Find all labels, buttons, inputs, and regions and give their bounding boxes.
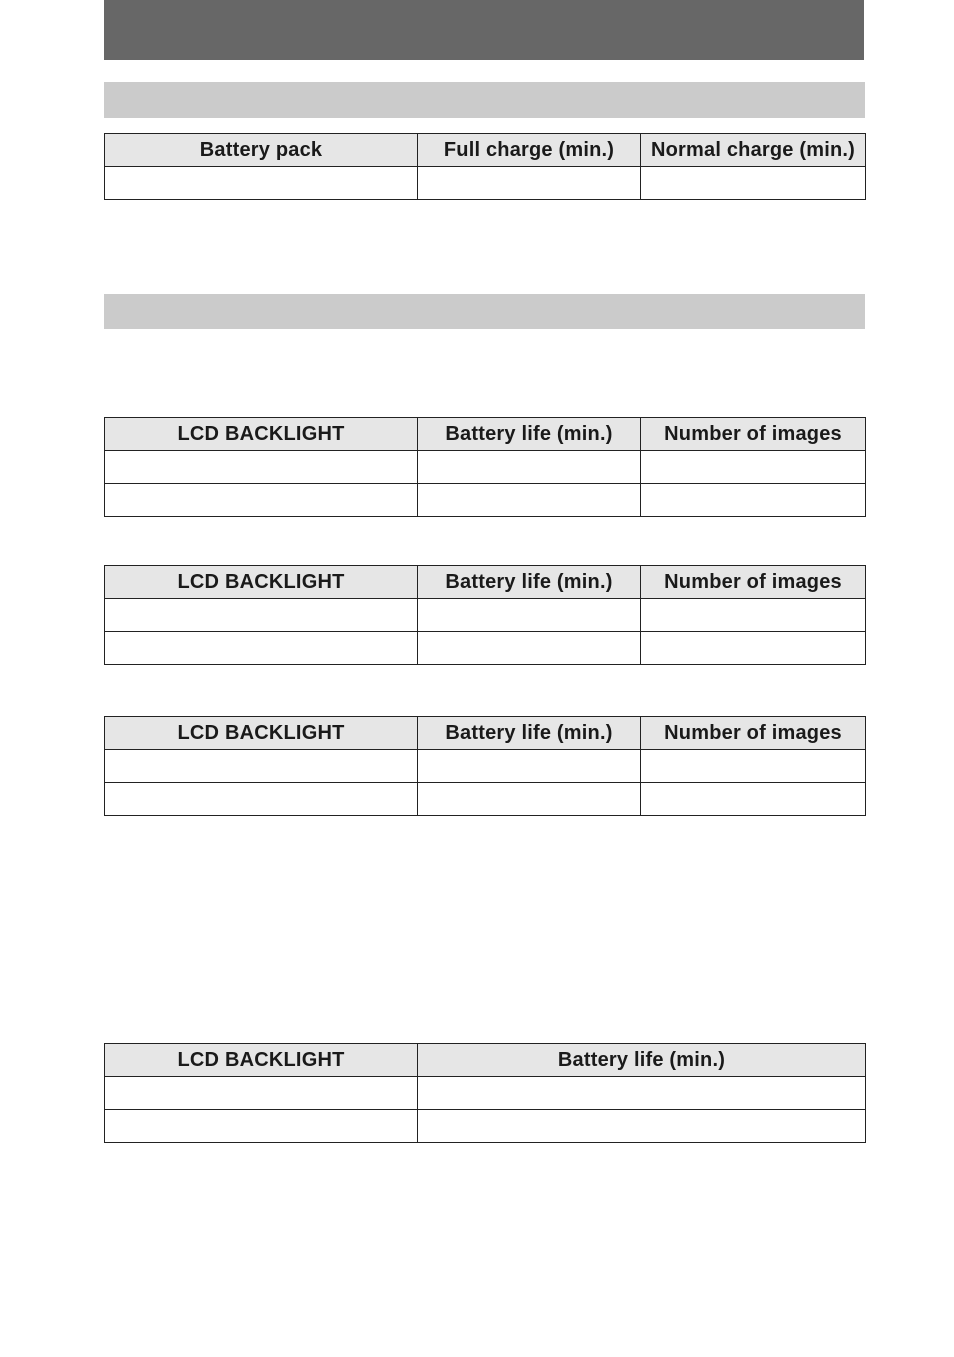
table-cell bbox=[418, 750, 641, 783]
table-cell bbox=[641, 167, 866, 200]
table-cell bbox=[105, 750, 418, 783]
header-number-of-images: Number of images bbox=[641, 566, 866, 599]
table-cell bbox=[418, 1110, 866, 1143]
table-cell bbox=[418, 167, 641, 200]
charging-time-table bbox=[104, 133, 866, 200]
table-row bbox=[105, 750, 866, 783]
battery-life-table-1 bbox=[104, 417, 866, 517]
header-lcd-backlight: LCD BACKLIGHT bbox=[105, 1044, 418, 1077]
header-battery-pack: Battery pack bbox=[105, 134, 418, 167]
table-cell bbox=[105, 1110, 418, 1143]
table-cell bbox=[105, 167, 418, 200]
table-row bbox=[105, 167, 866, 200]
table-row bbox=[105, 484, 866, 517]
header-battery-life: Battery life (min.) bbox=[418, 717, 641, 750]
table-header-row bbox=[105, 134, 866, 167]
table-cell bbox=[105, 632, 418, 665]
table-cell bbox=[418, 632, 641, 665]
table-cell bbox=[641, 750, 866, 783]
table-row bbox=[105, 1110, 866, 1143]
header-lcd-backlight: LCD BACKLIGHT bbox=[105, 717, 418, 750]
header-battery-life: Battery life (min.) bbox=[418, 418, 641, 451]
table-row bbox=[105, 1077, 866, 1110]
table-cell bbox=[641, 451, 866, 484]
table-cell bbox=[105, 599, 418, 632]
table-header-row bbox=[105, 566, 866, 599]
table-cell bbox=[641, 599, 866, 632]
header-normal-charge: Normal charge (min.) bbox=[641, 134, 866, 167]
playback-life-table bbox=[104, 1043, 866, 1143]
battery-life-table-3 bbox=[104, 716, 866, 816]
table-header-row bbox=[105, 418, 866, 451]
table-row bbox=[105, 783, 866, 816]
header-number-of-images: Number of images bbox=[641, 717, 866, 750]
table-header-row bbox=[105, 717, 866, 750]
header-battery-life: Battery life (min.) bbox=[418, 566, 641, 599]
header-battery-life: Battery life (min.) bbox=[418, 1044, 866, 1077]
table-cell bbox=[641, 484, 866, 517]
battery-life-table-2 bbox=[104, 565, 866, 665]
table-cell bbox=[105, 783, 418, 816]
header-full-charge: Full charge (min.) bbox=[418, 134, 641, 167]
table-header-row bbox=[105, 1044, 866, 1077]
table-cell bbox=[105, 451, 418, 484]
table-cell bbox=[418, 484, 641, 517]
table-row bbox=[105, 632, 866, 665]
header-number-of-images: Number of images bbox=[641, 418, 866, 451]
table-cell bbox=[418, 783, 641, 816]
page-header-band bbox=[104, 0, 864, 60]
table-cell bbox=[418, 1077, 866, 1110]
section-bar-charging bbox=[104, 82, 865, 118]
table-cell bbox=[105, 484, 418, 517]
table-cell bbox=[418, 451, 641, 484]
header-lcd-backlight: LCD BACKLIGHT bbox=[105, 566, 418, 599]
table-cell bbox=[641, 632, 866, 665]
table-cell bbox=[105, 1077, 418, 1110]
table-row bbox=[105, 451, 866, 484]
table-row bbox=[105, 599, 866, 632]
section-bar-battery-life bbox=[104, 294, 865, 329]
table-cell bbox=[641, 783, 866, 816]
header-lcd-backlight: LCD BACKLIGHT bbox=[105, 418, 418, 451]
table-cell bbox=[418, 599, 641, 632]
